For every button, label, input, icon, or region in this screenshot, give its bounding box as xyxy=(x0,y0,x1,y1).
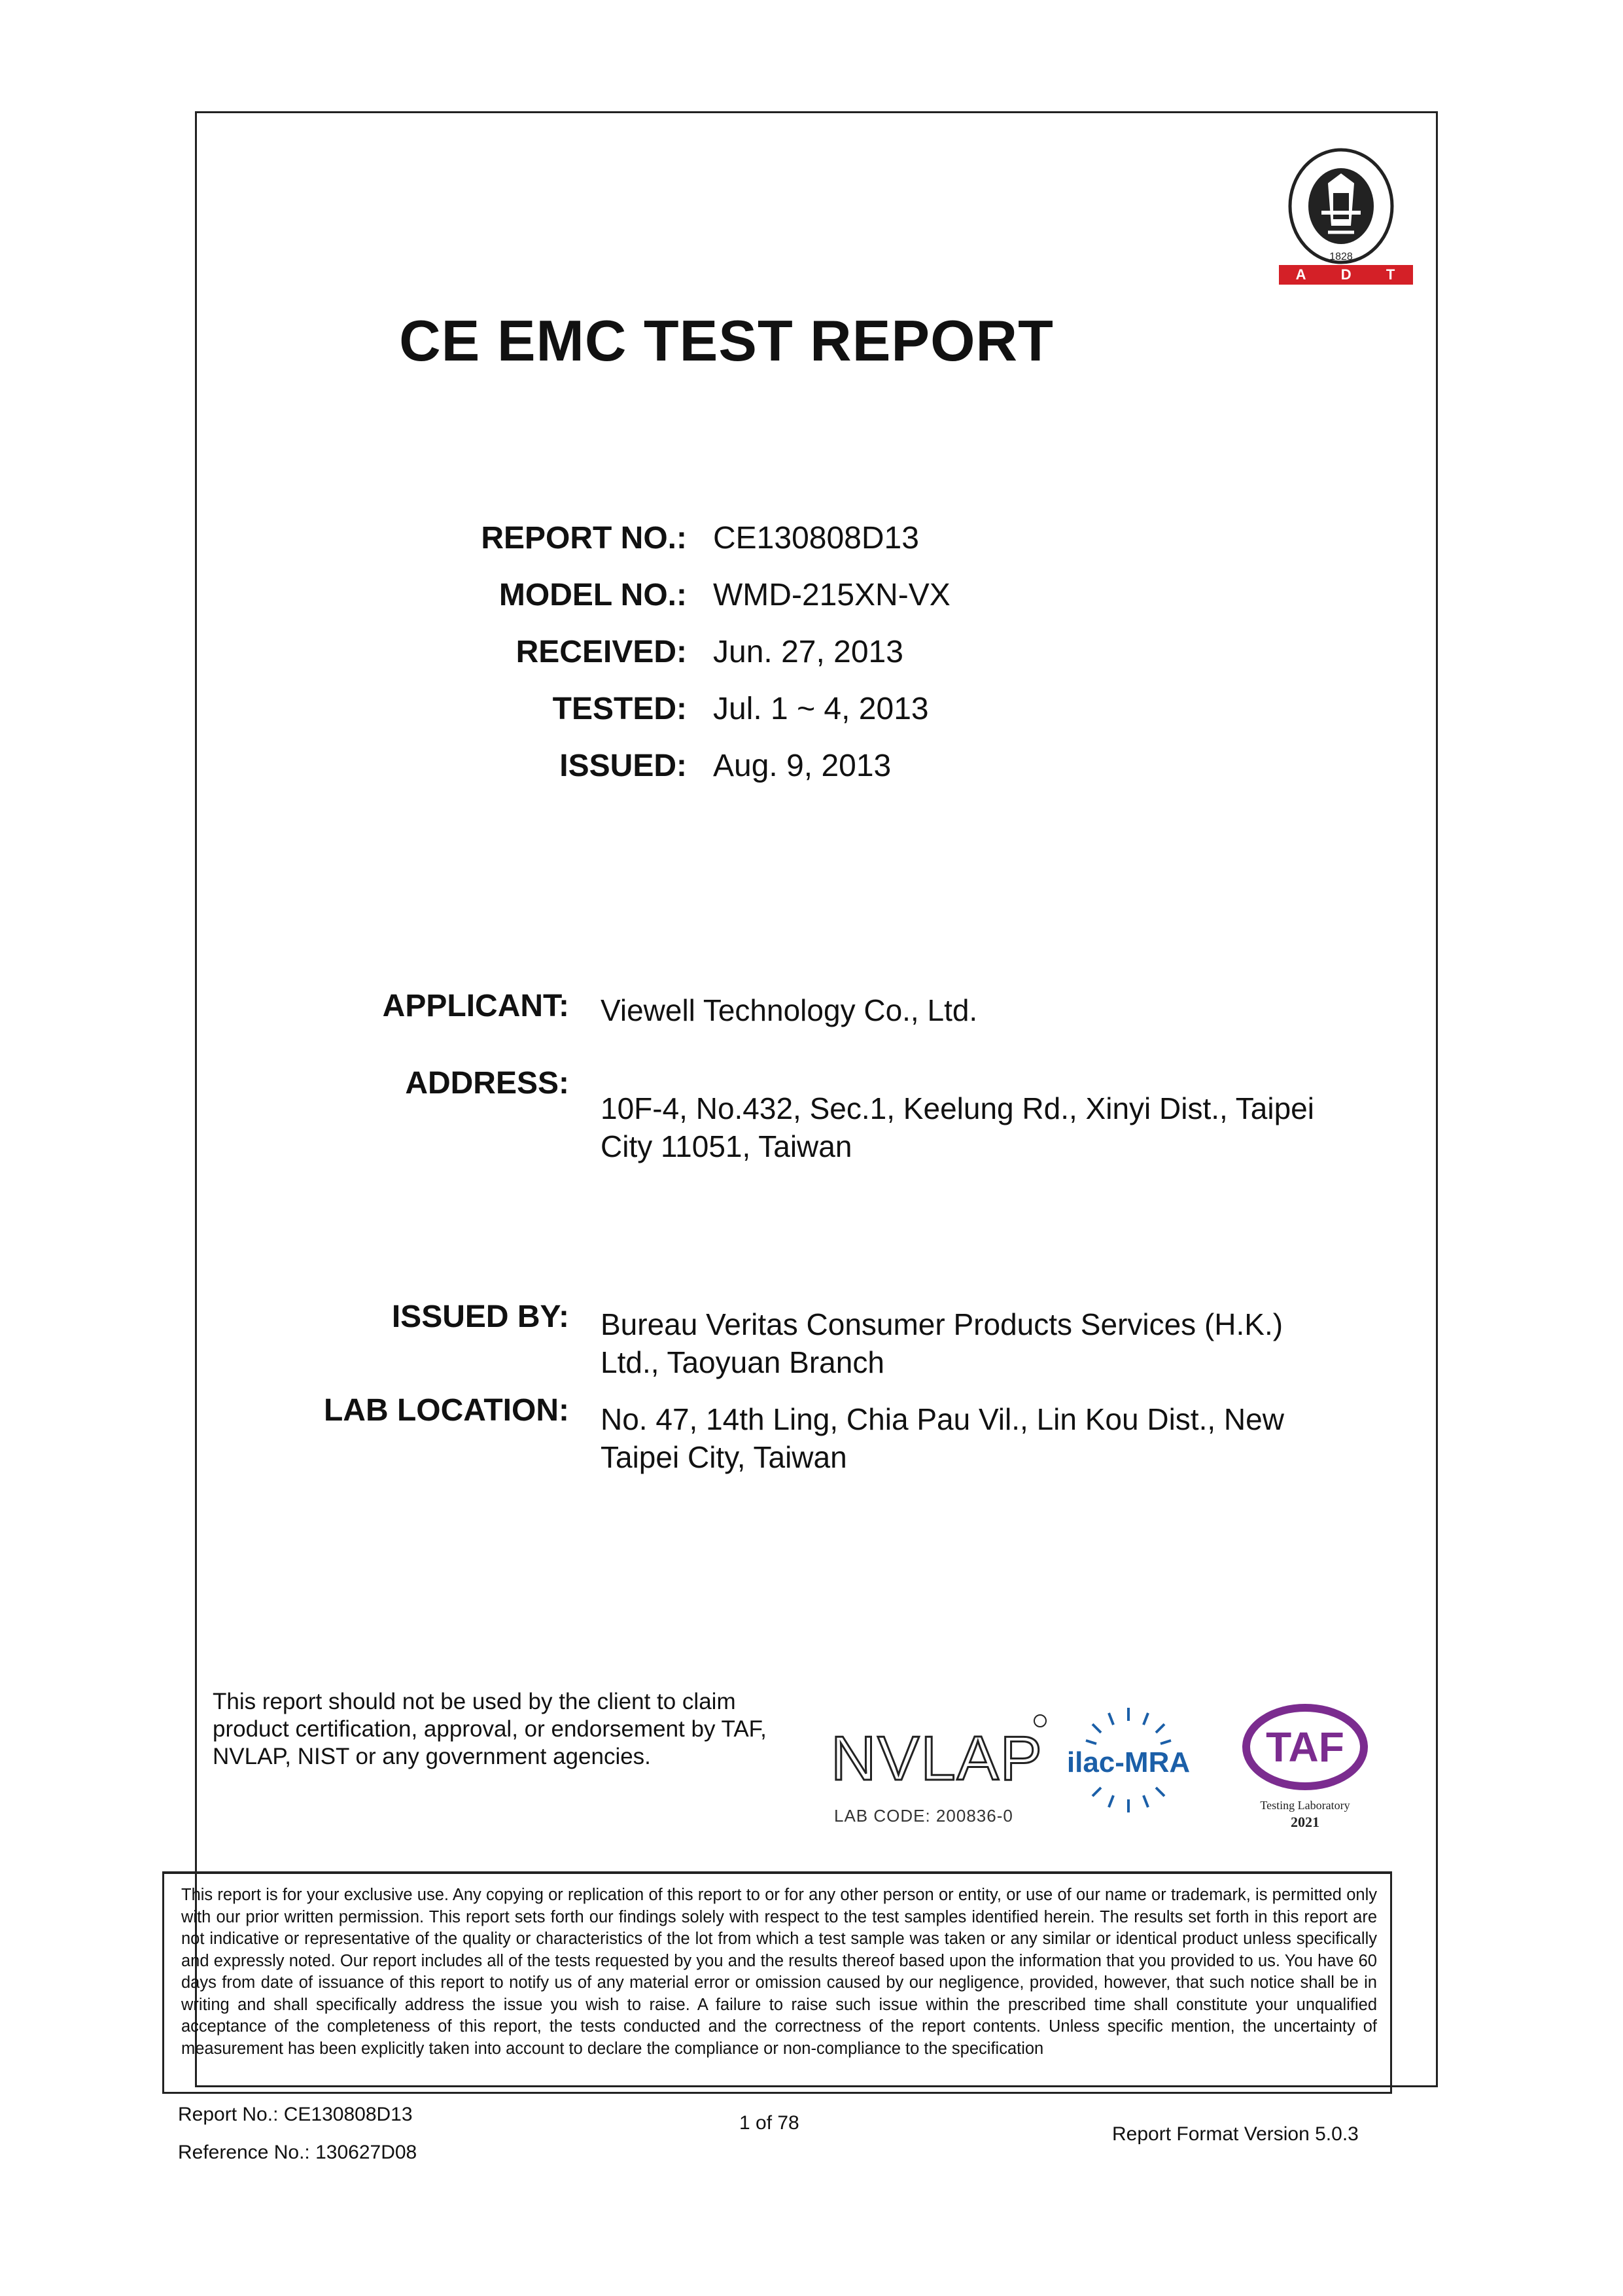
adt-letter-t: T xyxy=(1386,266,1397,283)
issued-by-line-2: Ltd., Taoyuan Branch xyxy=(601,1345,884,1379)
received-label: RECEIVED: xyxy=(515,635,687,669)
issued-label: ISSUED: xyxy=(559,749,687,783)
model-no-value: WMD-215XN-VX xyxy=(713,578,951,612)
address-label: ADDRESS: xyxy=(405,1066,569,1101)
issued-value: Aug. 9, 2013 xyxy=(713,749,892,783)
seal-year: 1828 xyxy=(1329,251,1353,262)
nvlap-logo xyxy=(831,1715,1046,1793)
taf-text: TAF xyxy=(1266,1723,1344,1771)
address-line-1: 10F-4, No.432, Sec.1, Keelung Rd., Xinyi Dist., Taipei xyxy=(601,1091,1314,1125)
issued-row xyxy=(196,748,891,787)
report-no-row xyxy=(196,520,919,559)
tested-row xyxy=(196,691,929,730)
footer-report-no: Report No.: CE130808D13 xyxy=(178,2104,413,2125)
footer-page-number: 1 of 78 xyxy=(739,2112,799,2134)
model-no-row xyxy=(196,577,951,616)
lab-location-line-1: No. 47, 14th Ling, Chia Pau Vil., Lin Kou Dist., New xyxy=(601,1402,1284,1436)
taf-number: 2021 xyxy=(1291,1814,1319,1830)
lab-location-label: LAB LOCATION: xyxy=(323,1393,569,1428)
nvlap-lab-code: LAB CODE: 200836-0 xyxy=(834,1806,1013,1826)
address-line-2: City 11051, Taiwan xyxy=(601,1129,852,1163)
report-no-label: REPORT NO.: xyxy=(481,521,687,556)
accreditation-logos xyxy=(818,1682,1406,1852)
tested-label: TESTED: xyxy=(552,692,687,726)
applicant-value: Viewell Technology Co., Ltd. xyxy=(601,993,978,1027)
footer-reference-no: Reference No.: 130627D08 xyxy=(178,2142,417,2163)
model-no-label: MODEL NO.: xyxy=(498,578,687,612)
lab-location-value xyxy=(601,1400,1386,1476)
report-title: CE EMC TEST REPORT xyxy=(399,308,1054,373)
nvlap-text: NVLAP xyxy=(831,1723,1043,1793)
ilac-mra-text: ilac-MRA xyxy=(1066,1746,1191,1778)
report-no-value: CE130808D13 xyxy=(713,521,919,556)
bureau-veritas-seal-logo xyxy=(1282,147,1400,278)
applicant-label: APPLICANT: xyxy=(382,989,569,1023)
issued-by-label: ISSUED BY: xyxy=(391,1299,569,1334)
issued-by-value xyxy=(601,1305,1386,1381)
taf-caption: Testing Laboratory xyxy=(1260,1799,1350,1812)
issued-by-line-1: Bureau Veritas Consumer Products Services (H.K.) xyxy=(601,1307,1283,1341)
lab-location-line-2: Taipei City, Taiwan xyxy=(601,1440,847,1474)
address-value xyxy=(601,1089,1386,1165)
received-value: Jun. 27, 2013 xyxy=(713,635,903,669)
claim-notice: This report should not be used by the client to claim product certification, approval, or endorsement by TAF, NVLAP, NIST or any government agencies. xyxy=(213,1689,767,1769)
taf-logo xyxy=(1246,1708,1364,1830)
adt-bar xyxy=(1279,265,1413,285)
tested-value: Jul. 1 ~ 4, 2013 xyxy=(713,692,929,726)
received-row xyxy=(196,634,903,673)
adt-letter-a: A xyxy=(1295,266,1308,283)
adt-letter-d: D xyxy=(1340,266,1353,283)
footer-format-version: Report Format Version 5.0.3 xyxy=(1112,2123,1359,2145)
legal-disclaimer: This report is for your exclusive use. Any copying or replication of this report to or for any other person or entity, or use of our name or trademark, is permitted only with our prior written permission. This report sets forth our findings solely with respect to the test samples identified herein. The results set forth in this report are not indicative or representative of the quality or characteristics of the lot from which a test sample was taken or any similar or identical product unless specifically and expressly noted. Our report includes all of the tests requested by you and the results thereof based upon the information that you provided to us. You have 60 days from date of issuance of this report to notify us of any material error or omission caused by our negligence, provided, however, that such notice shall be in writing and shall specifically address the issue you wish to raise. A failure to raise such issue within the prescribed time shall constitute your unqualified acceptance of the completeness of this report, the tests conducted and the correctness of the report contents. Unless specific mention, the uncertainty of measurement has been explicitly taken into account to declare the compliance or non-compliance to the specification xyxy=(162,1871,1392,2094)
ilac-mra-logo xyxy=(1067,1708,1190,1812)
